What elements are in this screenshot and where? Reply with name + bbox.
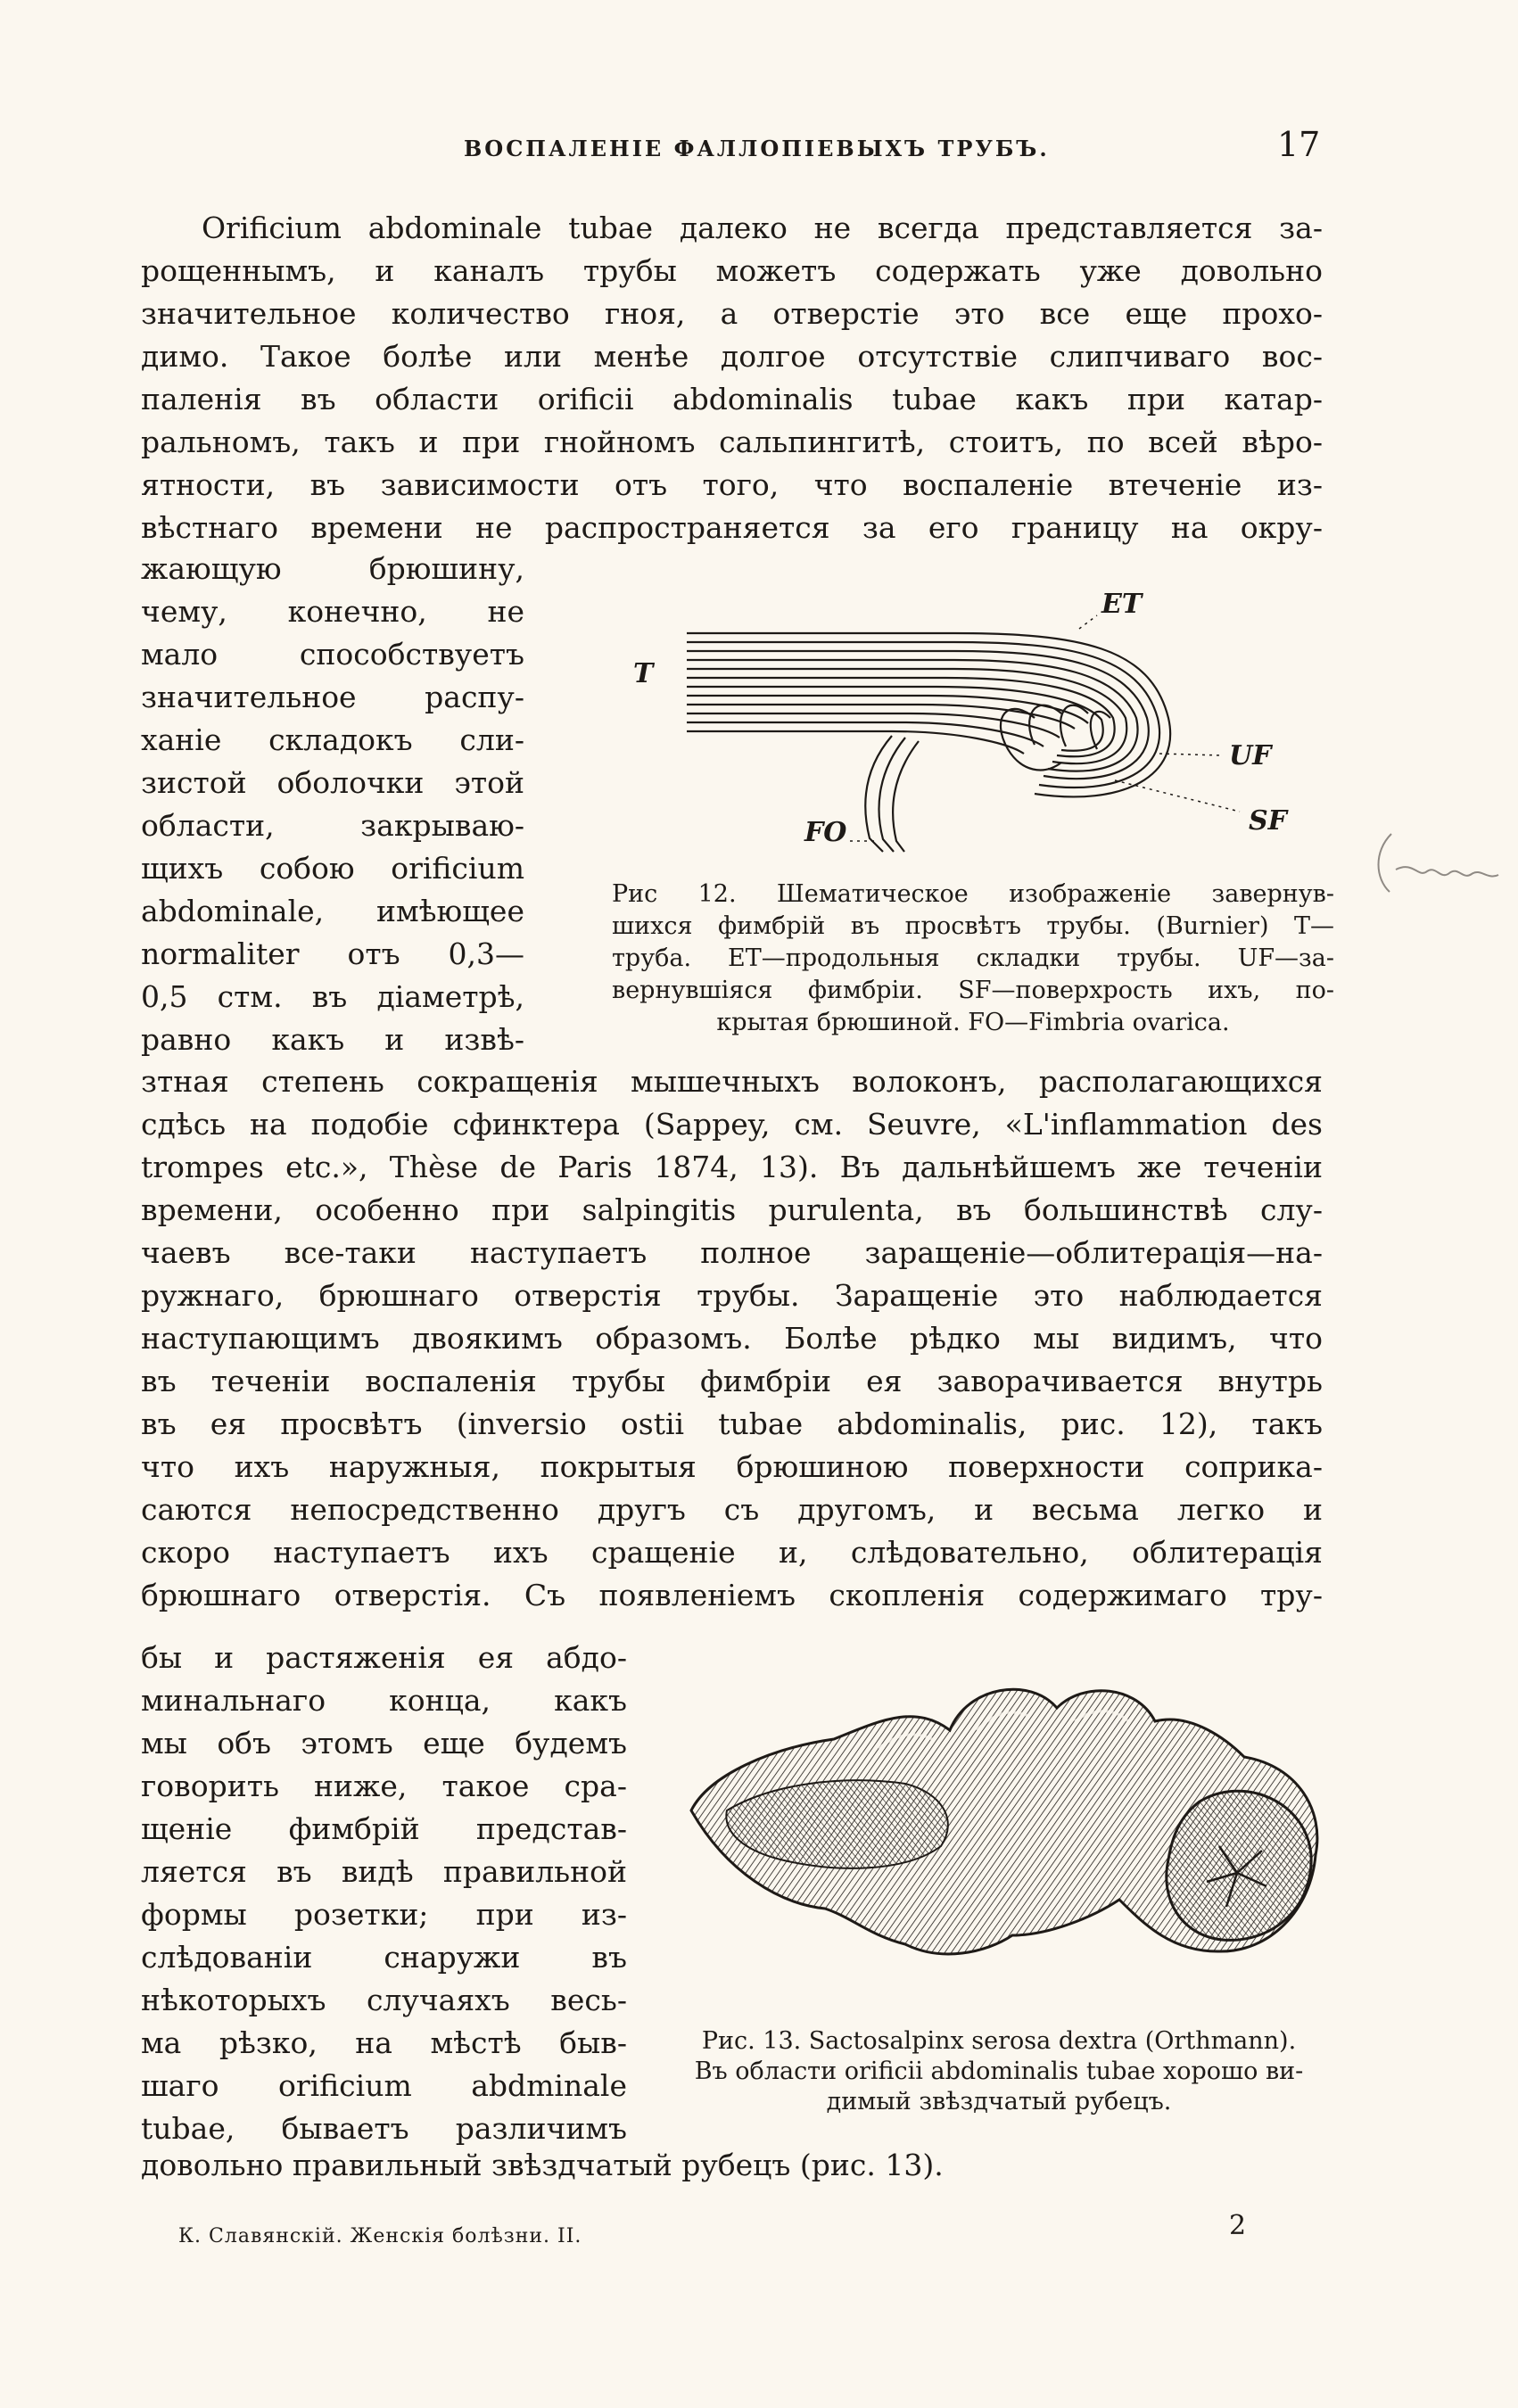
text-line: 0,5 стм. въ діаметрѣ,: [141, 979, 524, 1014]
text-line: значительное количество гноя, а отверстіе это все еще прохо-: [141, 296, 1323, 331]
figure-12-caption: [612, 878, 1334, 1039]
text-line: въ теченіи воспаленія трубы фимбріи ея заворачивается внутрь: [141, 1364, 1323, 1398]
pencil-margin-note: [1365, 816, 1507, 923]
figure-13-drawing: [673, 1668, 1324, 1975]
running-title: ВОСПАЛЕНІЕ ФАЛЛОПІЕВЫХЪ ТРУБЪ.: [464, 136, 1050, 161]
wrapped-text-column-1: [141, 548, 524, 1061]
text-line: ханіе складокъ сли-: [141, 722, 524, 757]
text-line: паленія въ области orificii abdominalis tubae какъ при катар-: [141, 382, 1323, 416]
text-line: щеніе фимбрій представ-: [141, 1811, 627, 1846]
text-line: вѣстнаго времени не распространяется за его границу на окру-: [141, 510, 1323, 545]
text-line: мало способствуетъ: [141, 637, 524, 672]
label-et: ET: [1101, 589, 1143, 620]
text-line: равно какъ и извѣ-: [141, 1022, 524, 1057]
text-line: минальнаго конца, какъ: [141, 1683, 627, 1718]
label-uf: UF: [1229, 740, 1272, 771]
figure-13-caption: [651, 2026, 1347, 2117]
text-line: trompes etc.», Thèse de Paris 1874, 13). Въ дальнѣйшемъ же теченіи: [141, 1150, 1323, 1184]
figure-12-fimbriae-diagram: [615, 584, 1329, 865]
page-number: 17: [1277, 125, 1321, 164]
text-line: normaliter отъ 0,3—: [141, 936, 524, 971]
text-line: Orificium abdominale tubae далеко не всегда представляется за-: [202, 210, 1323, 245]
text-line: рощеннымъ, и каналъ трубы можетъ содержать уже довольно: [141, 253, 1323, 288]
text-line: значительное распу-: [141, 680, 524, 714]
caption-line: вернувшіяся фимбріи. SF—поверхрость ихъ, по-: [612, 977, 1334, 1004]
caption-line: крытая брюшиной. FO—Fimbria ovarica.: [716, 1009, 1230, 1036]
label-sf: SF: [1249, 805, 1287, 837]
text-line: зистой оболочки этой: [141, 765, 524, 800]
text-line: жающую брюшину,: [141, 551, 524, 586]
text-line: шаго orificium abdminale: [141, 2068, 627, 2103]
text-line: наступающимъ двоякимъ образомъ. Болѣе рѣдко мы видимъ, что: [141, 1321, 1323, 1356]
caption-line: Въ области orificii abdominalis tubae хорошо ви-: [694, 2058, 1304, 2085]
caption-line: шихся фимбрій въ просвѣтъ трубы. (Burnier) T—: [612, 912, 1334, 940]
text-line: мы объ этомъ еще будемъ: [141, 1726, 627, 1761]
text-line: abdominale, имѣющее: [141, 894, 524, 928]
text-line: формы розетки; при из-: [141, 1897, 627, 1932]
text-line: что ихъ наружныя, покрытыя брюшиною поверхности соприка-: [141, 1449, 1323, 1484]
closing-line: довольно правильный звѣздчатый рубецъ (рис. 13).: [141, 2148, 944, 2182]
text-line: скоро наступаетъ ихъ сращеніе и, слѣдовательно, облитерація: [141, 1535, 1323, 1570]
text-line: ральномъ, такъ и при гнойномъ сальпингитѣ, стоитъ, по всей вѣро-: [141, 425, 1323, 459]
paragraph-1: [141, 207, 1323, 549]
figure-12-leader-lines: [846, 615, 1240, 841]
text-line: зтная степень сокращенія мышечныхъ волоконъ, располагающихся: [141, 1064, 1323, 1099]
figure-12-drawing: [615, 584, 1329, 865]
text-line: сдѣсь на подобіе сфинктера (Sappey, см. Seuvre, «L'inflammation des: [141, 1107, 1323, 1142]
text-line: ма рѣзко, на мѣстѣ быв-: [141, 2025, 627, 2060]
caption-line: Рис 12. Шематическое изображеніе завернув-: [612, 880, 1334, 908]
text-line: саются непосредственно другъ съ другомъ, и весьма легко и: [141, 1492, 1323, 1527]
text-line: бы и растяженія ея абдо-: [141, 1640, 627, 1675]
footer-author: К. Славянскій. Женскія болѣзни. II.: [178, 2225, 582, 2247]
caption-line: димый звѣздчатый рубецъ.: [826, 2088, 1172, 2115]
caption-line: труба. ET—продольныя складки трубы. UF—за-: [612, 944, 1334, 972]
figure-13-sactosalpinx-illustration: [673, 1668, 1324, 1975]
text-line: щихъ собою orificium: [141, 851, 524, 886]
text-line: ружнаго, брюшнаго отверстія трубы. Заращеніе это наблюдается: [141, 1278, 1323, 1313]
text-line: слѣдованіи снаружи въ: [141, 1940, 627, 1975]
text-line: tubae, бываетъ различимъ: [141, 2111, 627, 2146]
wrapped-text-column-2: [141, 1637, 627, 2150]
label-fo: FO: [804, 817, 847, 848]
caption-line: Рис. 13. Sactosalpinx serosa dextra (Orthmann).: [701, 2027, 1297, 2055]
paragraph-1-continued: [141, 1060, 1323, 1617]
text-line: ятности, въ зависимости отъ того, что воспаленіе втеченіе из-: [141, 467, 1323, 502]
text-line: въ ея просвѣтъ (inversio ostii tubae abdominalis, рис. 12), такъ: [141, 1406, 1323, 1441]
text-line: времени, особенно при salpingitis purulenta, въ большинствѣ слу-: [141, 1192, 1323, 1227]
text-line: брюшнаго отверстія. Съ появленіемъ скопленія содержимаго тру-: [141, 1578, 1323, 1612]
label-t: T: [633, 658, 654, 689]
signature-mark: 2: [1229, 2210, 1247, 2241]
text-line: чаевъ все-таки наступаетъ полное заращеніе—облитерація—на-: [141, 1235, 1323, 1270]
text-line: димо. Такое болѣе или менѣе долгое отсутствіе слипчиваго вос-: [141, 339, 1323, 374]
tube-fold-lines: [687, 633, 1170, 852]
text-line: говорить ниже, такое сра-: [141, 1769, 627, 1803]
text-line: ляется въ видѣ правильной: [141, 1854, 627, 1889]
text-line: нѣкоторыхъ случаяхъ весь-: [141, 1983, 627, 2017]
text-line: области, закрываю-: [141, 808, 524, 843]
text-line: чему, конечно, не: [141, 594, 524, 629]
